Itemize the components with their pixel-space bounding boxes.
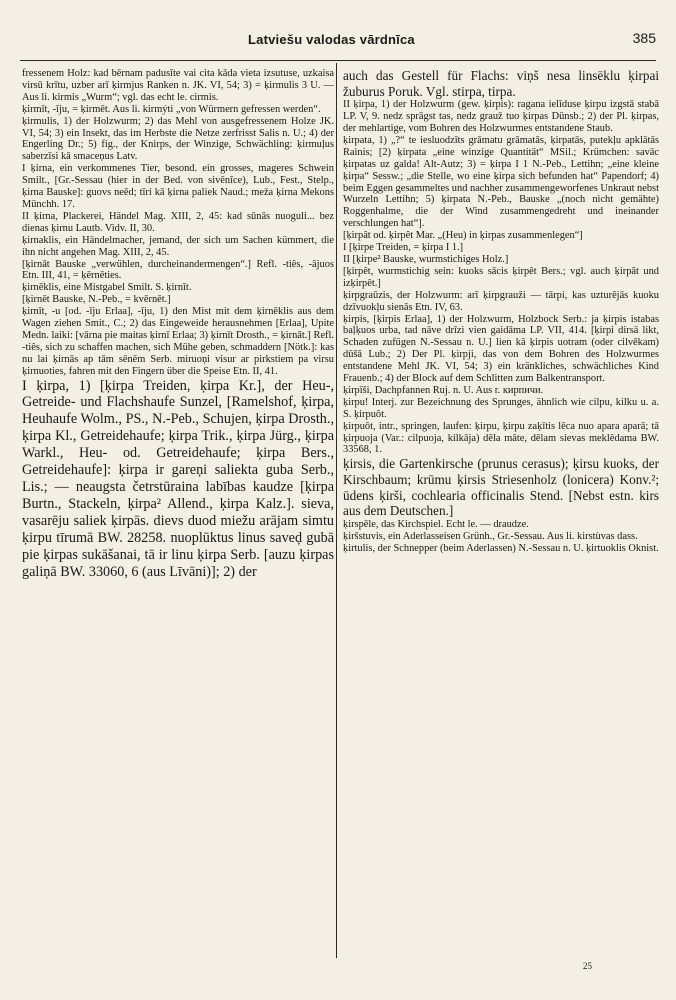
- entry-kirnaklis: ķirnaklis, ein Händelmacher, jemand, der sich um Sachen kümmert, die ihn nicht angehen Mag. XIII, 2, 45.: [22, 234, 334, 258]
- entry-kirna-2: II ķirna, Plackerei, Händel Mag. XIII, 2, 45: kad sūnās nuoguli... bez dienas ķirnu Lautb. Vidv. II, 30.: [22, 210, 334, 234]
- entry-kirpa-1-continued: auch das Gestell für Flachs: viņš nesa linsēklu ķirpai žuburus Poruk. Vgl. stirpa, tirpa.: [343, 68, 659, 99]
- entry-kirpgrauzis: ķirpgraûzis, der Holzwurm: arī ķirpgrauži — tārpi, kas uzturējās kuoku dzīvuokļu sienās Etn. IV, 63.: [343, 289, 659, 313]
- entry-kirpa-2: II ķirpa, 1) der Holzwurm (gew. ķirpis): ragana ielīduse ķirpu izgstā stabā LP. V, 9. nedz sprāgst tas, nedz grauž tuo ķirpas Dünsb.; 2) der Pl. ķirpas, der mehlartige, vom Bohren des Holzwurmes entstandene Staub.: [343, 99, 659, 134]
- entry-kirnit: ķirnīt, -u [od. -īju Erlaa], -īju, 1) den Mist mit dem ķirnēklis aus dem Wagen ziehen Smit., C.; 2) das Eingeweide herausnehmen [Erlaa], Upite Medn. laiki: [vārna pie maitas ķirnī Erlaa; 3) ķirnīt Drosth., = ķirnāt.] Refl. -tiês, sich zu schaffen machen, sich Mühe geben, schmaddern [Nötk.]: kas nu lai ķirnās ap tām sēnēm Serb. miruoņi visur ar pirkstiem pa virsu ķirnuoties, fahren mit den Fingern über die Speise Etn. II, 41.: [22, 306, 334, 377]
- entry-kirpu: ķirpu! Interj. zur Bezeichnung des Sprunges, ähnlich wie cilpu, kilku u. a. S. ķirpuôt.: [343, 396, 659, 420]
- running-title: Latviešu valodas vārdnīca: [248, 32, 415, 47]
- entry-kirmit: ķirmīt, -īju, = ķirmēt. Aus li. kirmýti „von Würmern gefressen werden“.: [22, 103, 321, 115]
- right-column: [343, 68, 659, 953]
- entry-kirtulis: ķirtulis, der Schnepper (beim Aderlassen) N.-Sessau n. U. ķirtuoklis Oknist.: [343, 542, 659, 554]
- page-number: 385: [632, 30, 656, 46]
- entry-kirmis-continued: fressenem Holz: kad bērnam padusīte vai cita kāda vieta izsutuse, uzkaisa virsū krītu, uzber arī ķirmjus Ranken n. JK. VI, 54; 3) = ķirmulis 3 U. — Aus li. kirmis „Wurm“; vgl. das echt le. cirmis.: [22, 68, 334, 103]
- entry-kirpisi: ķirpīši, Dachpfannen Ruj. n. U. Aus r. кирпичи.: [343, 384, 544, 396]
- entry-kirpuot: ķirpuôt, intr., springen, laufen: ķirpu, ķirpu zaķītis lēca nuo apara aparā; tā ķirpuoja (Var.: cilpuoja, kilkāja) dēla māte, dēlam sievas meklēdama BW. 33568, 1.: [343, 420, 659, 456]
- sheet-signature: 25: [583, 961, 592, 971]
- entry-kirneklis: ķirnēklis, eine Mistgabel Smilt. S. ķirnīt.: [22, 282, 192, 294]
- entry-kirnet: [ķirnēt Bauske, N.-Peb., = kvērnēt.]: [22, 294, 171, 306]
- entry-kirmulis: ķirmulis, 1) der Holzwurm; 2) das Mehl von ausgefressenem Holze JK. VI, 54; 3) ein Insekt, das im Herbste die Netze zerfrisst Salis n. U.; 4) der Engerling Dr.; 5) fig., der Knirps, der Winzige, Schwächling: ķirmuļus saberzīsi kā smaceņus Latv.: [22, 115, 334, 163]
- entry-kirsstuvis: ķiršstuvis, ein Aderlasseisen Grünh., Gr.-Sessau. Aus li. kirstùvas dass.: [343, 530, 638, 542]
- page-header: [248, 28, 656, 50]
- entry-kirpata: ķirpata, 1) „?“ te iesluodzīts grāmatu grāmatās, ķirpatās, putekļu apklātās Rainis; [2) ķirpata „eine winzige Quantität“ MSil.; Krümchen: savāc ķirpatas uz galda! Alt-Autz; 3) = ķirpa I 1 N.-Peb., Lettihn; „eine kleine ķirpa“ Sessw.; „die Stelle, wo eine ķirpa sich befunden hat“ Papendorf; 4) beim Eggen gesammeltes und nachher zusammengeworfenes Unkraut nebst Wurzeln Lettihn; 5) ķirpata N.-Peb., Bauske „(noch nicht gemähte) Roggenhalme, die der Wind zusammengedreht und ineinander verschlungen hat“].: [343, 134, 659, 230]
- entry-kirpat: [ķirpât od. ķirpêt Mar. „(Heu) in ķirpas zusammenlegen“]: [343, 230, 583, 242]
- entry-kirpe-1: I [ķirpe Treiden, = ķirpa I 1.]: [343, 242, 464, 254]
- column-divider: [336, 63, 337, 958]
- entry-kirna-1: I ķirna, ein verkommenes Tier, besond. ein grosses, mageres Schwein Smilt., [Gr.-Sessau (hier in der Bed. von sivēnīce), Lub., Fest., Stelp., ķirna Bauske]: guovs neēd; tīri kā ķirna paliek Naud.; meža ķirna Mekons Münchh. 17.: [22, 163, 334, 210]
- entry-kirpis: ķirpis, [ķirpis Erlaa], 1) der Holzwurm, Holzbock Serb.: ja ķirpis istabas baļķuos urba, tad nāve drīzi vien gaidāma LP. VII, 414. [ķirpi dirsā likt, Schaden zufügen N.-Sessau n. U.] lien kā ķirpis uotram (oder cilvēkam) dūšā Lub.; 2) Der Pl. ķirpji, das von dem Bohren des Holzwurmes entstandene Mehl JK. VI, 54; 3) ein kränkliches, schwächliches Kind Frauenb.; 4) der Block auf dem Schlitten zum Balkentransport.: [343, 313, 659, 385]
- entry-kirspele: ķirspēle, das Kirchspiel. Echt le. — draudze.: [343, 518, 529, 530]
- entry-kirpe-2: II [ķirpe² Bauske, wurmstichiges Holz.]: [343, 253, 509, 265]
- entry-kirpa-1: I ķirpa, 1) [ķirpa Treiden, ķirpa Kr.], der Heu-, Getreide- und Flachshaufe Sunzel, [Ramelshof, ķirpa, Heuhaufe Wolm., PS., N.-Peb., Schujen, ķirpa Drosth., ķirpa Kl., Getreidehaufe; ķirpa Trik., ķirpa Jürg., ķirpa Warkl., Heu- od. Getreidehaufe; ķirpa Bers., Getreidehaufe]: ķirpa ir gareņi saliekta guba Serb., Lis.; — neaugsta četrstūraina labības kaudze [ķirpa Burtn., Stackeln, ķirpa² Allend., ķirpa Kalz.]. sieva, vasarēju saliek ķirpās. dievs duod miežu arājam simtu ķirpu tīrumā BW. 28258. nuoplūktus linus saveḑ gubā pie ķirpas sukāšanai, tā ir linu ķirpa Serb. [auzu ķirpas galiņā BW. 33060, 6 (aus Līvāni)]; 2) der: [22, 377, 334, 580]
- entry-kirsis: ķirsis, die Gartenkirsche (prunus cerasus); ķirsu kuoks, der Kirschbaum; krūmu ķirsis Striesenholz (lonicera) Konv.²; ūdens ķirši, cochlearia officinalis Stend. [Nebst estn. kirs aus dem Deutschen.]: [343, 456, 659, 519]
- header-rule: [20, 60, 656, 61]
- entry-kirnat: [ķirnāt Bauske „verwühlen, durcheinandermengen“.] Refl. -tiês, -ājuos Etn. III, 41, = ķērnēties.: [22, 258, 334, 282]
- left-column: [22, 68, 334, 953]
- entry-kirpet: [ķirpêt, wurmstichig sein: kuoks sācis ķirpêt Bers.; vgl. auch ķirpât und izķirpêt.]: [343, 265, 659, 289]
